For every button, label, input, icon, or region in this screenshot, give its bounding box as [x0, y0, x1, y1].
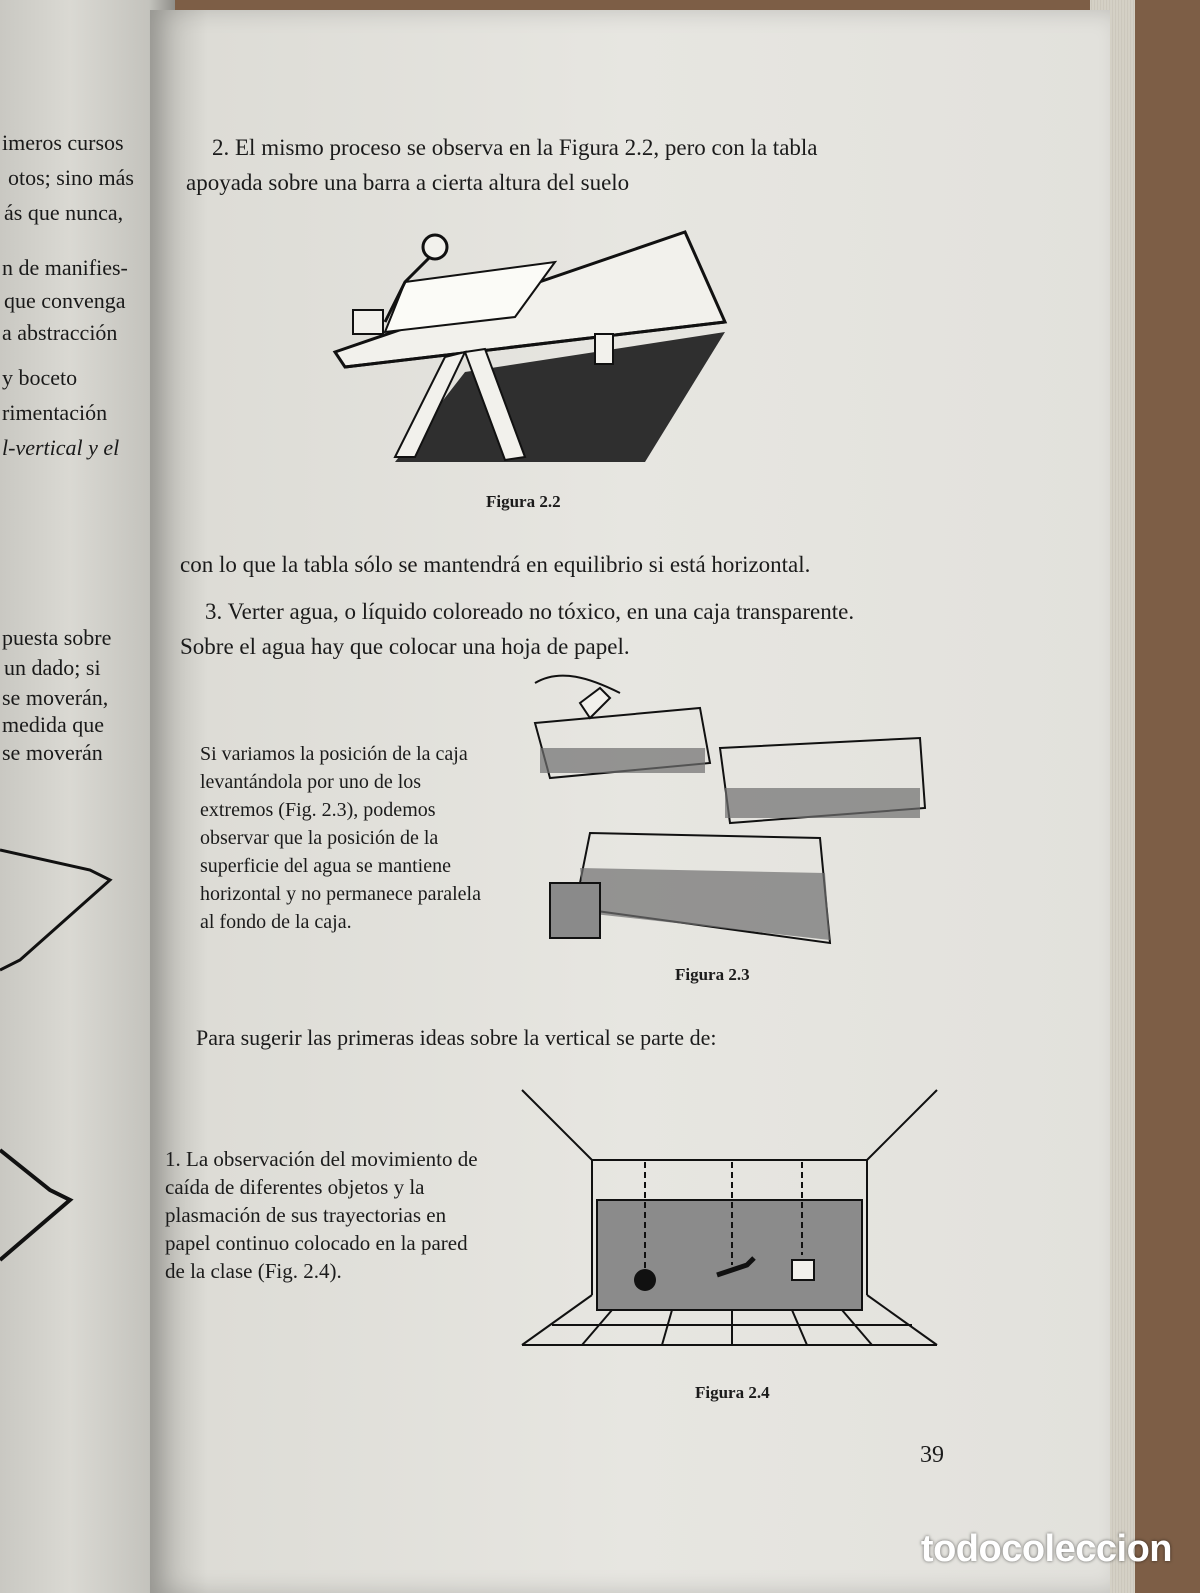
figure-2-2-table-illustration — [325, 222, 745, 482]
paragraph-2-line-2: apoyada sobre una barra a cierta altura del suelo — [186, 170, 630, 195]
left-fragment: se moverán, — [2, 685, 109, 710]
figure-2-4-caption: Figura 2.4 — [695, 1383, 770, 1402]
side-paragraph-fig-2-4: 1. La observación del movimiento de caída de diferentes objetos y la plasmación de sus trayectorias en papel continuo colocado en la pared de la clase (Fig. 2.4). — [165, 1147, 478, 1283]
paragraph-3-line-1: 3. Verter agua, o líquido coloreado no tóxico, en una caja transparente. — [205, 599, 855, 624]
left-fragment: otos; sino más — [8, 165, 134, 190]
left-fragment: y boceto — [2, 365, 78, 390]
figure-2-2-caption: Figura 2.2 — [486, 492, 561, 511]
figure-2-3-water-box-illustration — [530, 668, 930, 948]
left-fragment: que convenga — [4, 288, 126, 313]
left-fragment: l-vertical y el — [2, 435, 120, 460]
left-fragment: n de manifies- — [2, 255, 128, 280]
left-fragment: se moverán — [2, 740, 103, 765]
left-fragment: puesta sobre — [2, 625, 112, 650]
left-fragment: medida que — [2, 712, 105, 737]
left-page — [0, 0, 175, 1593]
side-paragraph-fig-2-3: Si variamos la posición de la caja levantándola por uno de los extremos (Fig. 2.3), podemos observar que la posición de la superficie del agua se mantiene horizontal y no permanece paralela al fondo de la caja. — [200, 743, 481, 933]
left-fragment: imeros cursos — [2, 130, 124, 155]
figure-2-4-falling-objects-illustration — [522, 1090, 942, 1360]
paragraph-2-line-1: 2. El mismo proceso se observa en la Figura 2.2, pero con la tabla — [212, 135, 818, 160]
page-number: 39 — [920, 1442, 944, 1468]
left-page-drawing — [0, 820, 160, 1320]
figure-2-3-caption: Figura 2.3 — [675, 965, 750, 984]
vertical-intro-line: Para sugerir las primeras ideas sobre la vertical se parte de: — [196, 1025, 717, 1050]
left-fragment: ás que nunca, — [4, 200, 124, 225]
paragraph-3-line-2: Sobre el agua hay que colocar una hoja de papel. — [180, 634, 630, 659]
continuation-line: con lo que la tabla sólo se mantendrá en equilibrio si está horizontal. — [180, 552, 811, 577]
left-fragment: rimentación — [2, 400, 108, 425]
left-fragment: a abstracción — [2, 320, 118, 345]
watermark-logo: todocoleccion — [920, 1528, 1172, 1570]
left-fragment: un dado; si — [4, 655, 101, 680]
